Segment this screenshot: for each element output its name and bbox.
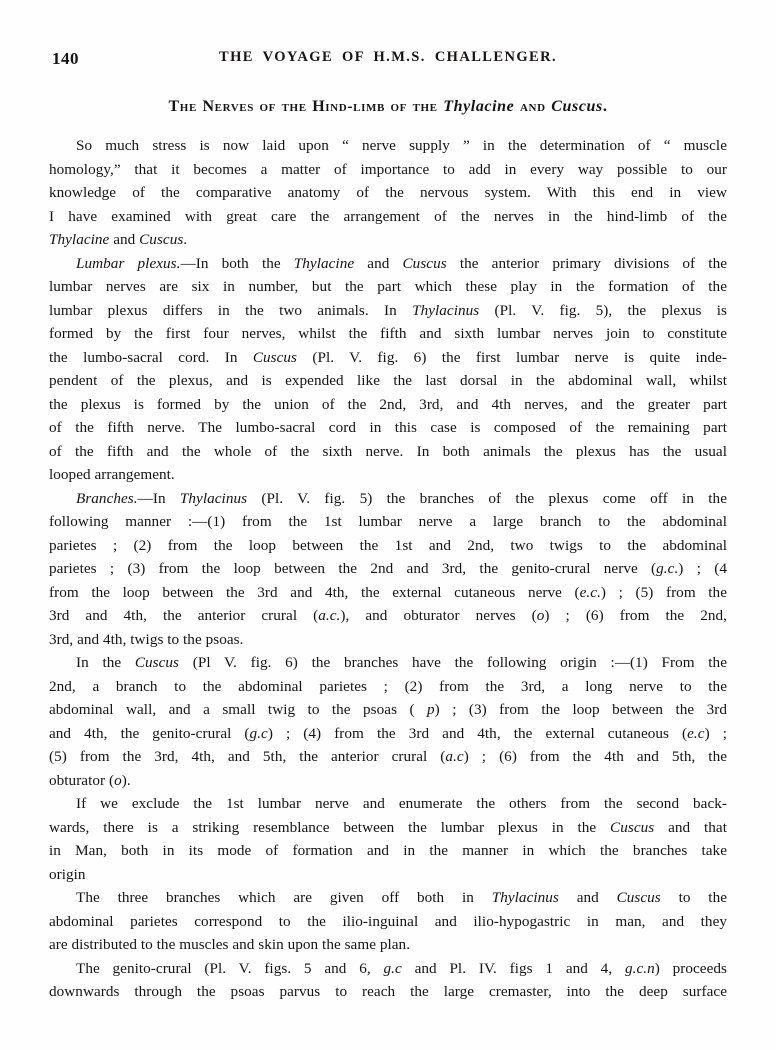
paragraph-7: [49, 957, 727, 1004]
paragraph-5: [49, 792, 727, 886]
paragraph-2: [49, 252, 727, 487]
page-number: 140: [52, 49, 79, 68]
text-line: the plexus is formed by the union of the 2nd, 3rd, and 4th nerves, and the greater part: [49, 395, 727, 413]
text-line: of the fifth and the whole of the sixth nerve. In both animals the plexus has the usual: [49, 442, 727, 460]
page-body: [49, 134, 727, 1004]
text-line: If we exclude the 1st lumbar nerve and enumerate the others from the second back-: [76, 795, 727, 812]
running-header: THE VOYAGE OF H.M.S. CHALLENGER.: [219, 49, 557, 65]
text-line: obturator (o).: [49, 771, 131, 789]
text-line: 2nd, a branch to the abdominal parietes ; (2) from the 3rd, a long nerve to the: [49, 677, 727, 695]
section-title: The Nerves of the Hind-limb of the Thylacine and Cuscus.: [168, 98, 608, 115]
text-line: of the fifth nerve. The lumbo-sacral cord in this case is composed of the remaining part: [49, 419, 727, 436]
text-line: following manner :—(1) from the 1st lumbar nerve a large branch to the abdominal: [49, 513, 727, 530]
text-line: The genito-crural (Pl. V. figs. 5 and 6, g.c and Pl. IV. figs 1 and 4, g.c.n) proceeds: [76, 959, 727, 977]
text-line: parietes ; (2) from the loop between the 1st and 2nd, two twigs to the abdominal: [49, 536, 727, 554]
text-line: homology,” that it becomes a matter of importance to add in every way possible to our: [49, 160, 727, 178]
paragraph-4: [49, 651, 727, 792]
text-line: the lumbo-sacral cord. In Cuscus (Pl. V. fig. 6) the first lumbar nerve is quite inde-: [49, 348, 727, 366]
text-line: 3rd, and 4th, twigs to the psoas.: [49, 630, 244, 648]
text-line: origin: [49, 865, 86, 883]
text-line: downwards through the psoas parvus to reach the large cremaster, into the deep surface: [49, 983, 727, 1000]
text-line: wards, there is a striking resemblance between the lumbar plexus in the Cuscus and that: [49, 818, 727, 836]
text-line: from the loop between the 3rd and 4th, the external cutaneous nerve (e.c.) ; (5) from the: [49, 583, 727, 601]
text-line: abdominal wall, and a small twig to the psoas ( p) ; (3) from the loop between the 3rd: [49, 701, 728, 718]
text-line: I have examined with great care the arrangement of the nerves in the hind-limb of the: [49, 207, 727, 225]
text-line: formed by the first four nerves, whilst the fifth and sixth lumbar nerves join to constitute: [49, 325, 727, 342]
text-line: The three branches which are given off both in Thylacinus and Cuscus to the: [76, 889, 728, 906]
text-line: looped arrangement.: [49, 466, 175, 483]
paragraph-6: [49, 886, 727, 957]
text-line: pendent of the plexus, and is expended like the last dorsal in the abdominal wall, whilst: [49, 372, 727, 389]
text-line: knowledge of the comparative anatomy of the nervous system. With this end in view: [49, 184, 727, 201]
text-line: In the Cuscus (Pl V. fig. 6) the branches have the following origin :—(1) From the: [76, 654, 727, 671]
paragraph-1: [49, 134, 727, 252]
text-line: lumbar nerves are six in number, but the part which these play in the formation of the: [49, 278, 727, 295]
text-line: Branches.—In Thylacinus (Pl. V. fig. 5) the branches of the plexus come off in the: [76, 489, 727, 507]
text-line: Thylacine and Cuscus.: [49, 231, 188, 248]
text-line: abdominal parietes correspond to the ilio-inguinal and ilio-hypogastric in man, and they: [49, 912, 727, 930]
text-line: are distributed to the muscles and skin upon the same plan.: [49, 936, 411, 953]
text-line: parietes ; (3) from the loop between the 2nd and 3rd, the genito-crural nerve (g.c.) ; (4: [49, 560, 727, 577]
text-line: in Man, both in its mode of formation and in the manner in which the branches take: [49, 842, 727, 859]
text-line: lumbar plexus differs in the two animals. In Thylacinus (Pl. V. fig. 5), the plexus is: [49, 301, 727, 319]
text-line: So much stress is now laid upon “ nerve supply ” in the determination of “ muscle: [76, 137, 727, 154]
text-line: (5) from the 3rd, 4th, and 5th, the anterior crural (a.c) ; (6) from the 4th and 5th, the: [49, 748, 728, 765]
text-line: 3rd and 4th, the anterior crural (a.c.), and obturator nerves (o) ; (6) from the 2nd,: [49, 607, 727, 624]
paragraph-3: [49, 487, 727, 652]
text-line: Lumbar plexus.—In both the Thylacine and Cuscus the anterior primary divisions of the: [76, 254, 728, 272]
text-line: and 4th, the genito-crural (g.c) ; (4) from the 3rd and 4th, the external cutaneous (e.c) ;: [49, 724, 727, 742]
page-header: [49, 49, 727, 69]
